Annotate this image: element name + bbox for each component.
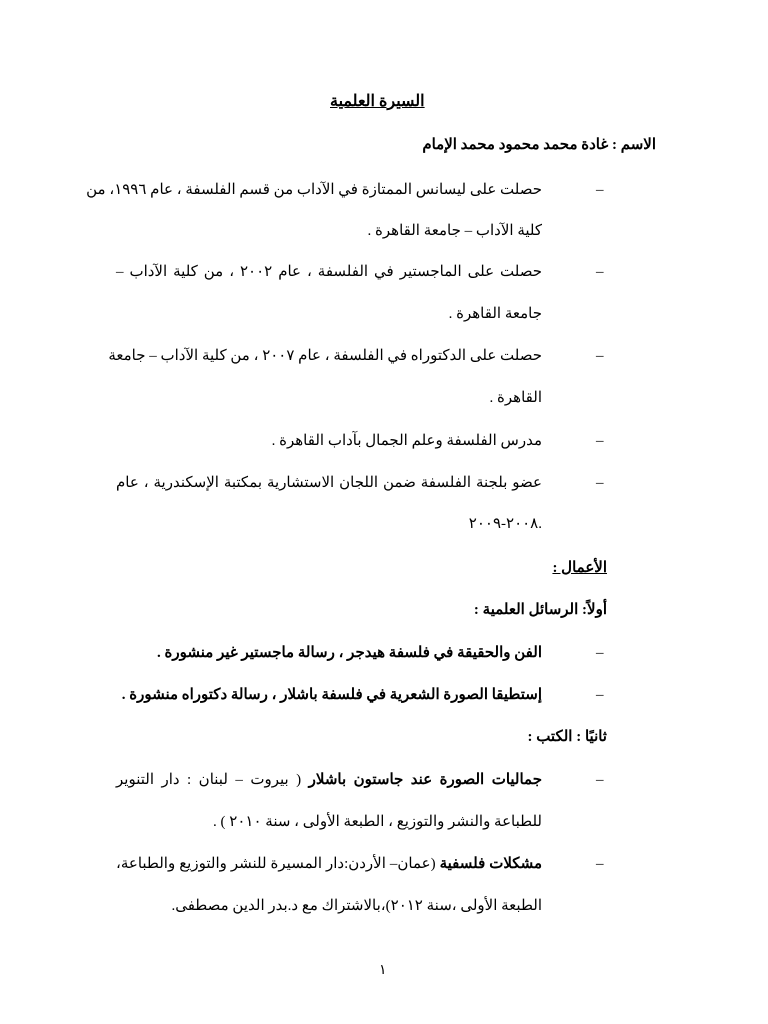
bullet-dash: – xyxy=(596,264,604,280)
book-item-continued: للطباعة والنشر والتوزيع ، الطبعة الأولى ، سنة ٢٠١٠ ) . xyxy=(213,814,542,830)
thesis-item: الفن والحقيقة في فلسفة هيدجر ، رسالة ماجستير غير منشورة . xyxy=(157,645,542,661)
education-line: حصلت على ليسانس الممتازة في الآداب من قسم الفلسفة ، عام ١٩٩٦، من xyxy=(86,182,542,198)
works-heading: الأعمال : xyxy=(552,560,607,576)
bullet-dash: – xyxy=(596,433,604,449)
education-line: عضو بلجنة الفلسفة ضمن اللجان الاستشارية بمكتبة الإسكندرية ، عام xyxy=(116,475,542,491)
book-item-continued: الطبعة الأولى ،سنة ٢٠١٢)،بالاشتراك مع د.بدر الدين مصطفى. xyxy=(171,898,542,914)
education-line-continued: جامعة القاهرة . xyxy=(448,306,542,322)
theses-heading: أولاً: الرسائل العلمية : xyxy=(473,602,607,618)
name-line: الاسم : غادة محمد محمود محمد الإمام xyxy=(422,137,656,153)
book-item xyxy=(116,770,542,790)
education-line: حصلت على الدكتوراه في الفلسفة ، عام ٢٠٠٧ ، من كلية الآداب – جامعة xyxy=(108,348,542,364)
education-line-continued: كلية الآداب – جامعة القاهرة . xyxy=(367,223,542,239)
bullet-dash: – xyxy=(596,348,604,364)
books-heading: ثانيًا : الكتب : xyxy=(527,729,607,745)
book-title: جماليات الصورة عند جاستون باشلار xyxy=(308,772,543,788)
book-publisher: (عمان– الأردن:دار المسيرة للنشر والتوزيع والطباعة، xyxy=(116,856,440,872)
bullet-dash: – xyxy=(596,182,604,198)
bullet-dash: – xyxy=(596,687,604,703)
education-line-continued: القاهرة . xyxy=(489,390,542,406)
education-line: مدرس الفلسفة وعلم الجمال بآداب القاهرة . xyxy=(271,433,542,449)
education-line: حصلت على الماجستير في الفلسفة ، عام ٢٠٠٢ ، من كلية الآداب – xyxy=(116,264,542,280)
book-publisher: ( بيروت – لبنان : دار التنوير xyxy=(116,772,309,788)
bullet-dash: – xyxy=(596,856,604,872)
book-item xyxy=(116,854,542,874)
page-number: ١ xyxy=(379,963,387,978)
book-title: مشكلات فلسفية xyxy=(439,856,543,872)
document-title: السيرة العلمية xyxy=(330,93,425,110)
thesis-item: إستطيقا الصورة الشعرية في فلسفة باشلار ، رسالة دكتوراه منشورة . xyxy=(121,687,542,703)
education-line-continued: ٢٠٠٨-٢٠٠٩. xyxy=(468,516,542,532)
bullet-dash: – xyxy=(596,772,604,788)
bullet-dash: – xyxy=(596,475,604,491)
bullet-dash: – xyxy=(596,645,604,661)
